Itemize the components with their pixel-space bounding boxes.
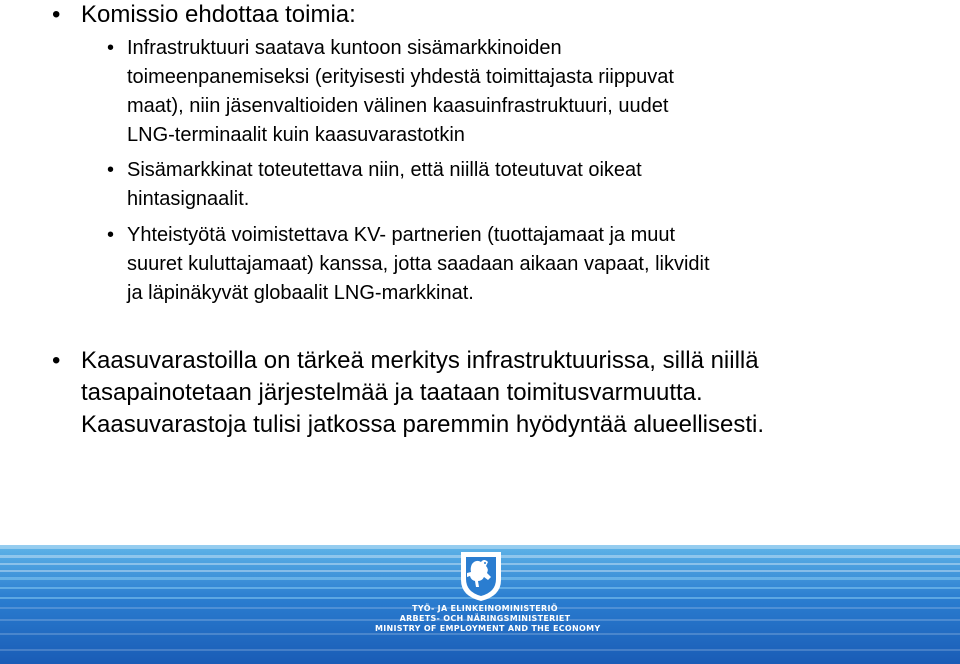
bullet-text: Komissio ehdottaa toimia: xyxy=(81,1,356,28)
ministry-name-sv: ARBETS- OCH NÄRINGSMINISTERIET xyxy=(399,614,571,623)
bullet-icon: • xyxy=(107,224,115,246)
ministry-name-en: MINISTRY OF EMPLOYMENT AND THE ECONOMY xyxy=(375,624,601,633)
bullet-text: tasapainotetaan järjestelmää ja taataan toimitusvarmuutta. xyxy=(81,379,703,406)
ministry-name-fi: TYÖ- JA ELINKEINOMINISTERIÖ xyxy=(412,604,558,613)
sub-bullet-line: suuret kuluttajamaat) kanssa, jotta saadaan aikaan vapaat, likvidit xyxy=(127,253,710,275)
sub-bullet-line: Sisämarkkinat toteutettava niin, että niillä toteutuvat oikeat xyxy=(127,159,642,181)
bullet-icon: • xyxy=(52,1,61,28)
bullet-text: Kaasuvarastoja tulisi jatkossa paremmin hyödyntää alueellisesti. xyxy=(81,411,765,438)
sub-bullet-line: maat), niin jäsenvaltioiden välinen kaasuinfrastruktuuri, uudet xyxy=(127,95,669,117)
bullet-icon: • xyxy=(107,159,115,181)
bullet-icon: • xyxy=(107,37,115,59)
sub-bullet-line: toimeenpanemiseksi (erityisesti yhdestä toimittajasta riippuvat xyxy=(127,66,674,88)
bullet-text: Kaasuvarastoilla on tärkeä merkitys infrastruktuurissa, sillä niillä xyxy=(81,347,759,374)
bullet-icon: • xyxy=(52,347,61,374)
sub-bullet-line: ja läpinäkyvät globaalit LNG-markkinat. xyxy=(127,282,474,304)
sub-bullet-line: Yhteistyötä voimistettava KV- partnerien (tuottajamaat ja muut xyxy=(127,224,676,246)
footer-band xyxy=(0,545,960,664)
sub-bullet-line: hintasignaalit. xyxy=(127,188,250,210)
sub-bullet-line: LNG-terminaalit kuin kaasuvarastotkin xyxy=(127,124,465,146)
sub-bullet-line: Infrastruktuuri saatava kuntoon sisämarkkinoiden xyxy=(127,37,562,59)
ministry-name xyxy=(375,604,601,634)
finnish-lion-coat-of-arms-icon xyxy=(457,550,505,602)
